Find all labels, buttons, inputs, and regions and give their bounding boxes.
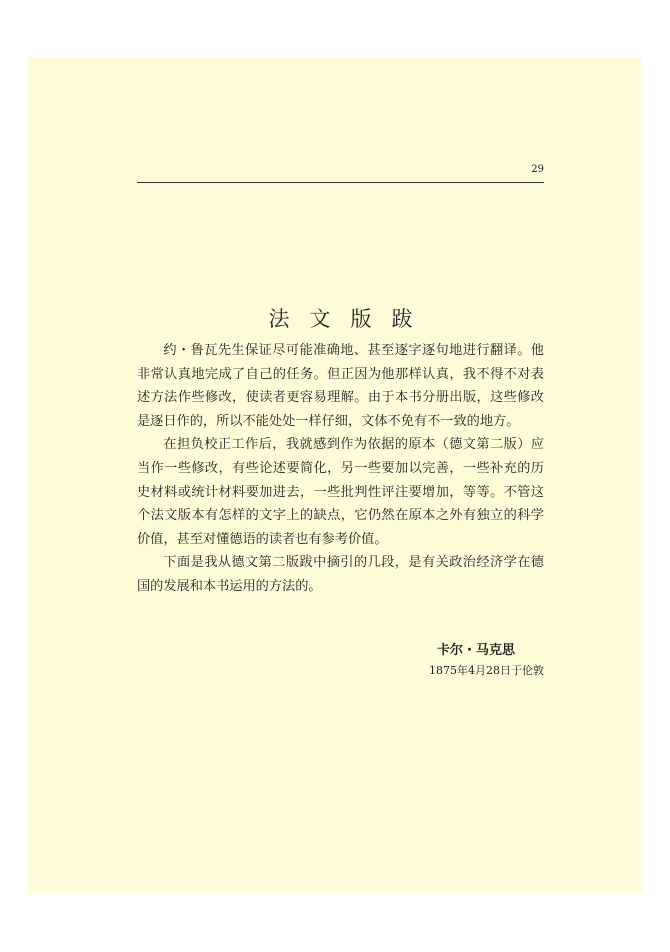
page-title: 法文版跋 — [268, 307, 433, 331]
header-rule — [137, 182, 544, 183]
page-number: 29 — [531, 164, 544, 175]
paragraph: 在担负校正工作后，我就感到作为依据的原本（德文第二版）应当作一些修改，有些论述要简化，另一些要加以完善，一些补充的历史材料或统计材料要加进去，一些批判性评注要增加，等等。不管这个法文版本有怎样的文字上的缺点，它仍然在原本之外有独立的科学价值，甚至对懂德语的读者也有参考价值。 — [137, 437, 544, 547]
body-text — [137, 339, 544, 599]
signature: 卡尔・马克思 — [436, 643, 515, 658]
date-line: 1875年4月28日于伦敦 — [429, 664, 544, 677]
paragraph: 约・鲁瓦先生保证尽可能准确地、甚至逐字逐句地进行翻译。他非常认真地完成了自己的任务。但正因为他那样认真，我不得不对表述方法作些修改，使读者更容易理解。由于本书分册出版，这些修改是逐日作的，所以不能处处一样仔细，文体不免有不一致的地方。 — [137, 343, 544, 429]
signature-line — [137, 639, 544, 658]
paragraph: 下面是我从德文第二版跋中摘引的几段，是有关政治经济学在德国的发展和本书运用的方法的。 — [137, 555, 544, 594]
